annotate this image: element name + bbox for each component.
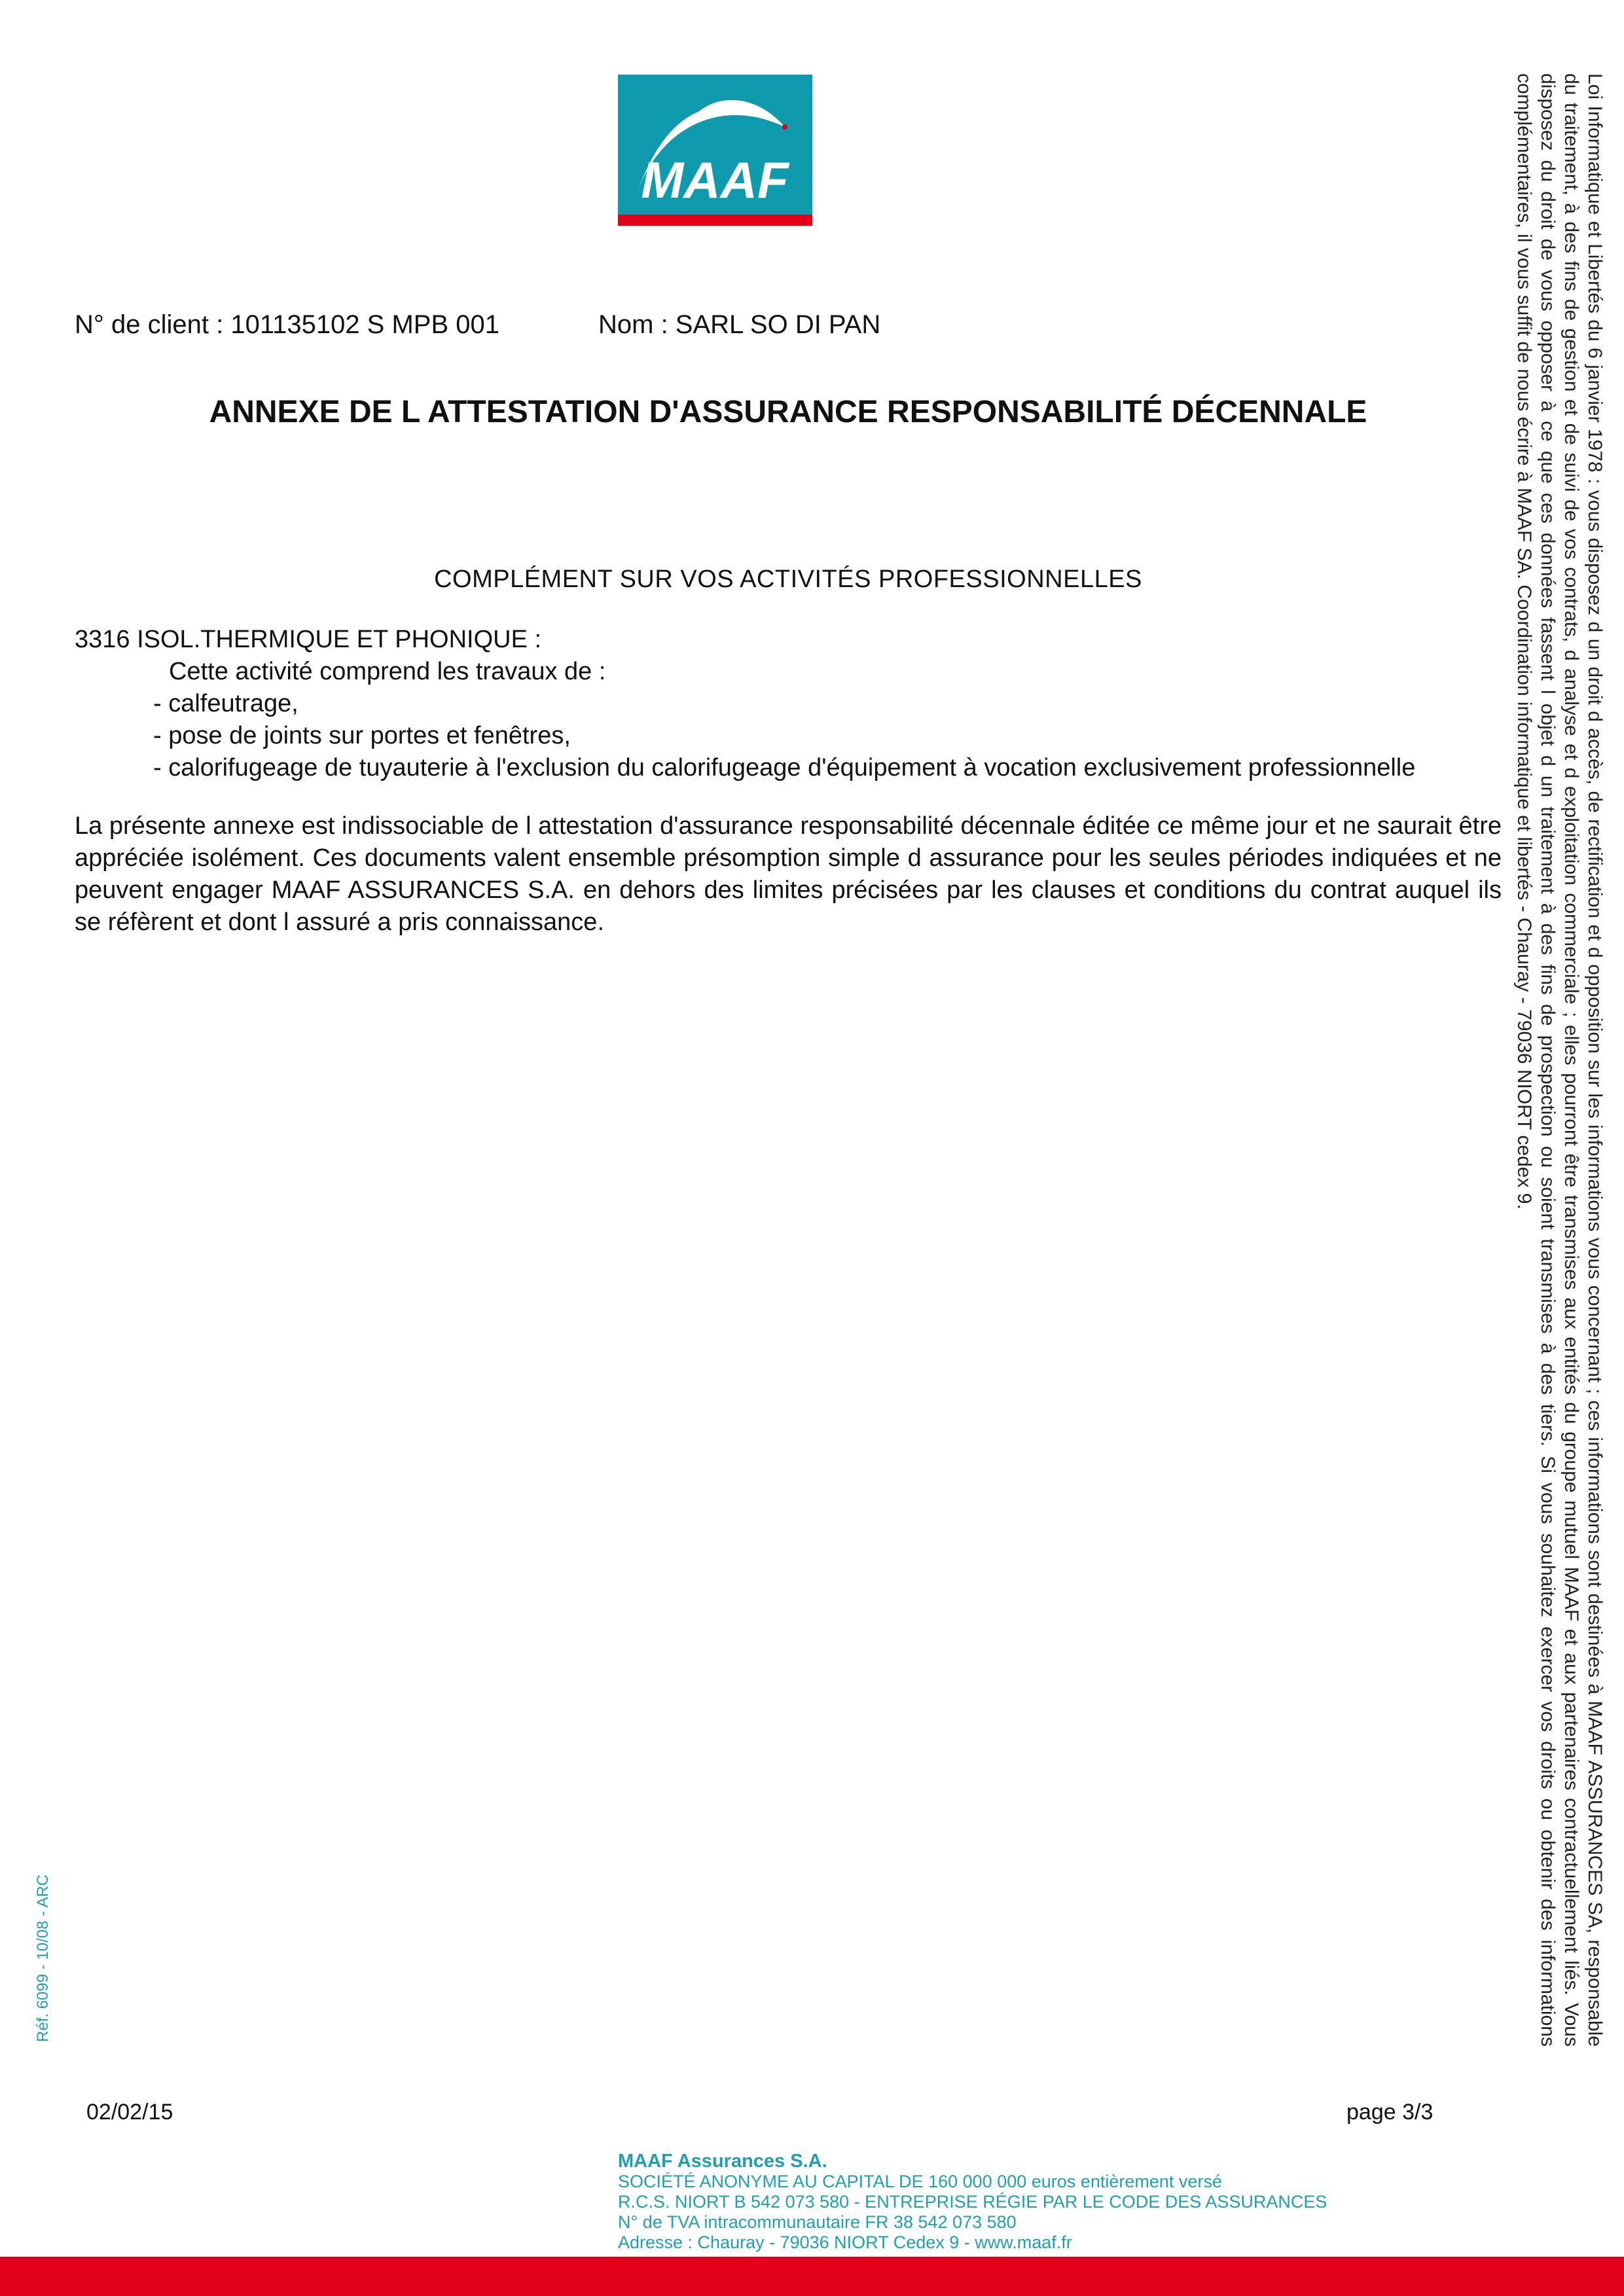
- legal-notice: Loi Informatique et Libertés du 6 janvier 1978 : vous disposez d un droit d accès, de rectification et d opposition sur les informations vous concernant ; ces informations sont destinées à MAAF ASSURANCES SA, responsable du traitement, à des fins de gestion et de suivi de vos contrats, d analyse et d exploitation commerciale ; elles pourront être transmises aux entités du groupe mutuel MAAF et aux partenaires contractuellement liés. Vous disposez du droit de vous opposer à ce que ces données fassent l objet d un traitement à des fins de prospection ou soient transmises à des tiers. Si vous souhaitez exercer vos droits ou obtenir des informations complémentaires, il vous suffit de nous écrire à MAAF SA. Coordination informatique et libertés - Chauray - 79036 NIORT cedex 9.: [1513, 73, 1606, 2047]
- document-date: 02/02/15: [86, 2100, 173, 2125]
- client-name: Nom : SARL SO DI PAN: [598, 310, 881, 339]
- activity-list: [75, 688, 1415, 784]
- bottom-brand-bar: [0, 2257, 1624, 2296]
- activity-code: 3316 ISOL.THERMIQUE ET PHONIQUE :: [75, 626, 542, 653]
- reference-code: Réf. 6099 - 10/08 - ARC: [34, 1874, 52, 2042]
- company-address: Adresse : Chauray - 79036 NIORT Cedex 9 - www.maaf.fr: [618, 2233, 1072, 2252]
- activity-item: - pose de joints sur portes et fenêtres,: [153, 722, 571, 749]
- company-info: [618, 2151, 1327, 2253]
- annex-paragraph: La présente annexe est indissociable de l attestation d'assurance responsabilité décennale éditée ce même jour et ne saurait être appréciée isolément. Ces documents valent ensemble présomption simple d assurance pour les seules périodes indiquées et ne peuvent engager MAAF ASSURANCES S.A. en dehors des limites précisées par les clauses et conditions du contrat auquel ils se réfèrent et dont l assuré a pris connaissance.: [75, 812, 1502, 936]
- document-title: ANNEXE DE L ATTESTATION D'ASSURANCE RESPONSABILITÉ DÉCENNALE: [209, 395, 1367, 429]
- logo-text: MAAF: [641, 151, 789, 209]
- company-name: MAAF Assurances S.A.: [618, 2151, 827, 2172]
- maaf-logo: [618, 75, 812, 226]
- company-vat: N° de TVA intracommunautaire FR 38 542 073 580: [618, 2212, 1017, 2232]
- client-number: N° de client : 101135102 S MPB 001: [75, 310, 500, 339]
- activity-item: - calorifugeage de tuyauterie à l'exclusion du calorifugeage d'équipement à vocation exclusivement professionnelle: [153, 754, 1416, 781]
- activity-item: - calfeutrage,: [153, 690, 298, 717]
- activity-block: [75, 624, 1415, 784]
- page-number: page 3/3: [1346, 2100, 1434, 2125]
- legal-notice-container: [1512, 73, 1606, 2047]
- section-subtitle: COMPLÉMENT SUR VOS ACTIVITÉS PROFESSIONNELLES: [434, 565, 1142, 593]
- company-capital: SOCIÉTÉ ANONYME AU CAPITAL DE 160 000 000 euros entièrement versé: [618, 2172, 1222, 2191]
- company-rcs: R.C.S. NIORT B 542 073 580 - ENTREPRISE RÉGIE PAR LE CODE DES ASSURANCES: [618, 2192, 1327, 2212]
- activity-intro: Cette activité comprend les travaux de :: [169, 658, 606, 685]
